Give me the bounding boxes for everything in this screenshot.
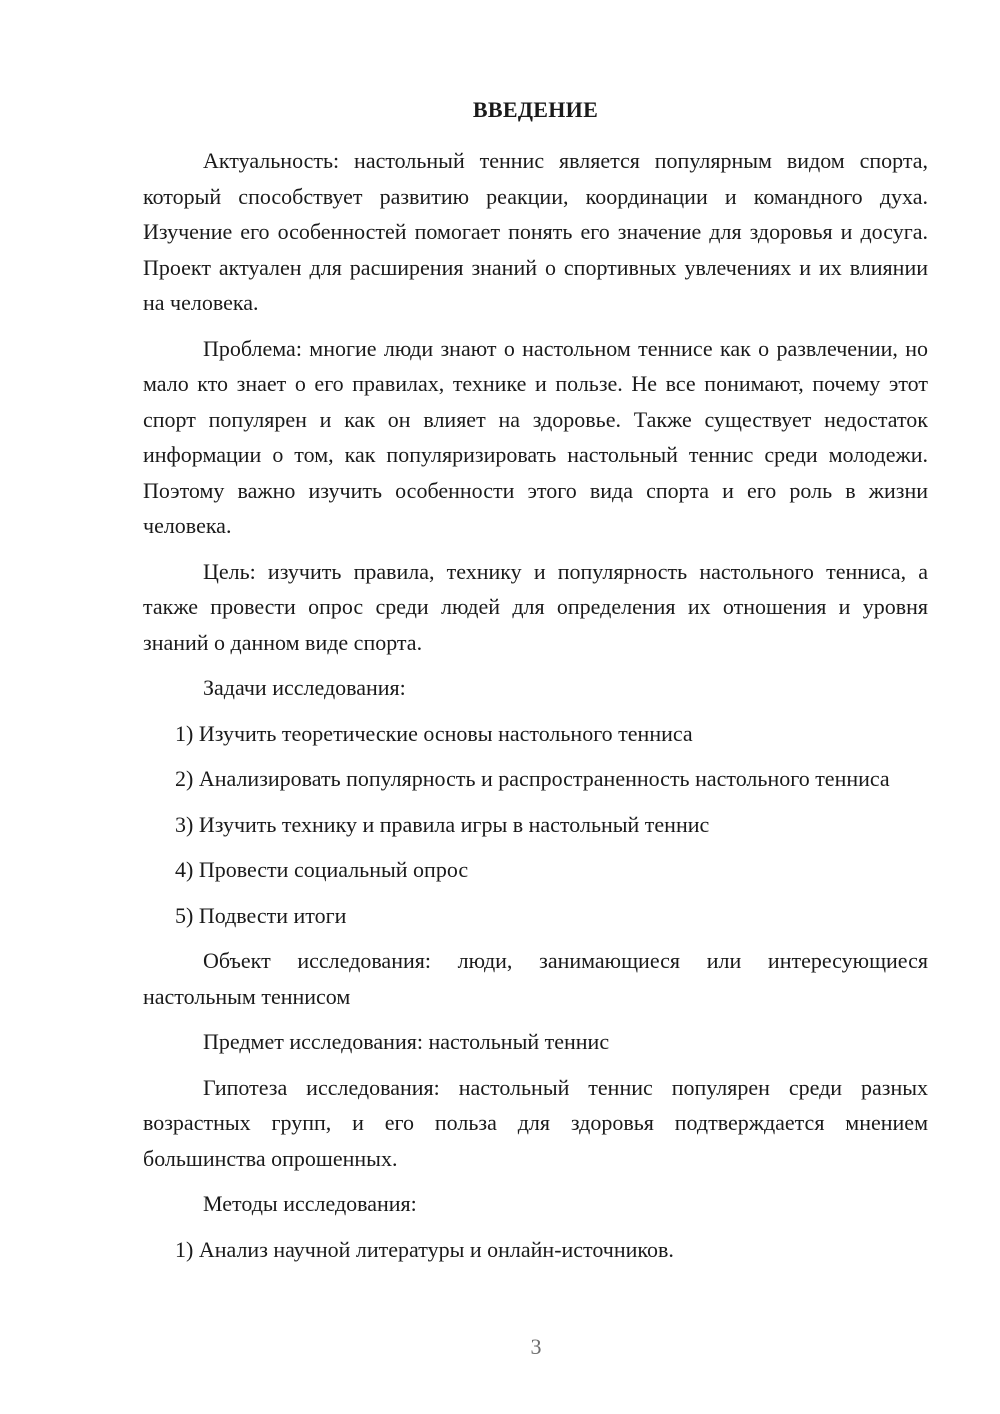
methods-heading: Методы исследования:	[203, 1191, 417, 1216]
page-number: 3	[530, 1334, 542, 1359]
relevance-paragraph: Актуальность: настольный теннис является популярным видом спорта, который способствует развитию реакции, координации и командного духа. Изучение его особенностей помогает понять его значение для здоровья и досуга. Проект актуален для расширения знаний о спортивных увлечениях и их влиянии на человека.	[143, 148, 928, 315]
research-subject-paragraph: Предмет исследования: настольный теннис	[203, 1029, 610, 1054]
section-title: ВВЕДЕНИЕ	[472, 97, 599, 122]
task-item: 2) Анализировать популярность и распространенность настольного тенниса	[175, 766, 890, 791]
method-item: 1) Анализ научной литературы и онлайн-источников.	[175, 1236, 674, 1262]
task-item: 3) Изучить технику и правила игры в настольный теннис	[175, 811, 710, 837]
task-item: 4) Провести социальный опрос	[175, 857, 469, 882]
task-item: 1) Изучить теоретические основы настольного тенниса	[175, 720, 693, 746]
task-item: 5) Подвести итоги	[175, 902, 347, 928]
hypothesis-paragraph: Гипотеза исследования: настольный теннис популярен среди разных возрастных групп, и его польза для здоровья подтверждается мнением большинства опрошенных.	[143, 1074, 928, 1171]
goal-paragraph: Цель: изучить правила, технику и популярность настольного тенниса, а также провести опрос среди людей для определения их отношения и уровня знаний о данном виде спорта.	[143, 558, 928, 655]
tasks-heading: Задачи исследования:	[203, 675, 406, 700]
research-object-paragraph: Объект исследования: люди, занимающиеся или интересующиеся настольным теннисом	[143, 948, 928, 1009]
problem-paragraph: Проблема: многие люди знают о настольном теннисе как о развлечении, но мало кто знает о его правилах, технике и пользе. Не все понимают, почему этот спорт популярен и как он влияет на здоровье. Также существует недостаток информации о том, как популяризировать настольный теннис среди молодежи. Поэтому важно изучить особенности этого вида спорта и его роль в жизни человека.	[143, 335, 928, 538]
document-body	[143, 143, 928, 1277]
